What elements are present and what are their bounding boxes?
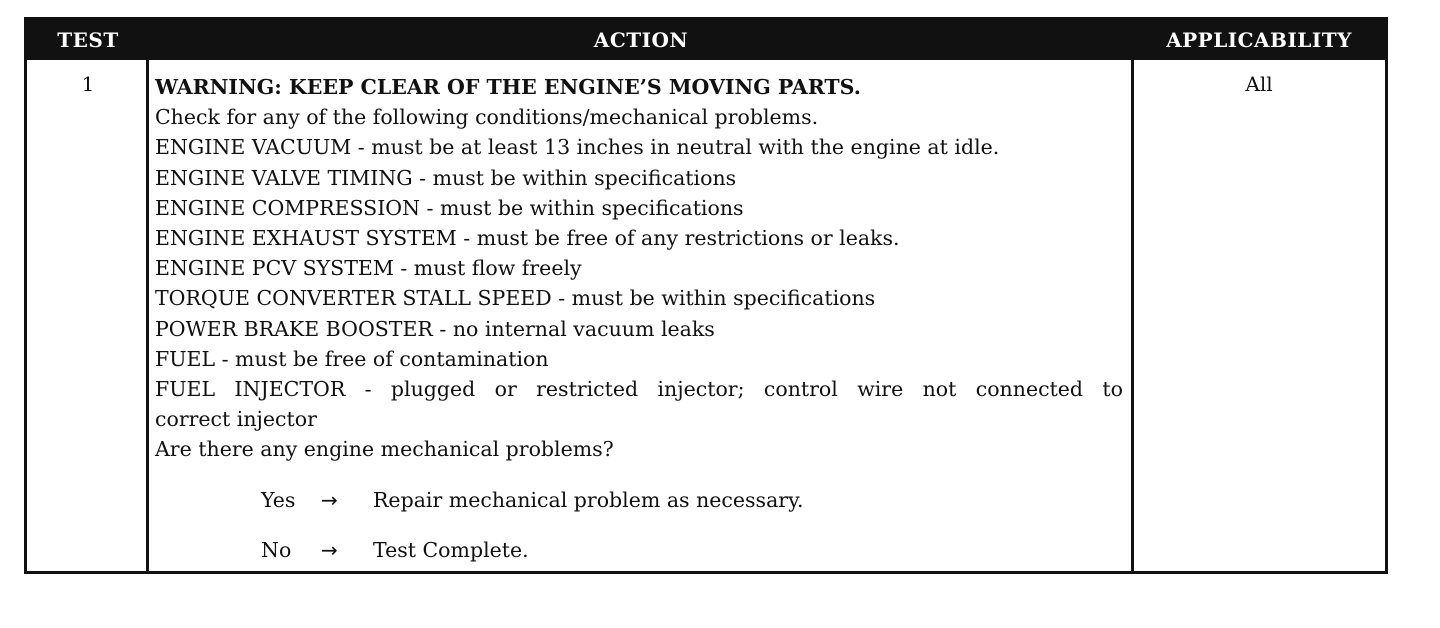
answer-no-label: No [261,537,292,562]
table-header-row [27,20,1385,60]
check-fuel-injector: FUEL INJECTOR - plugged or restricted injector; control wire not connected to [155,377,1123,402]
check-pcv-system: ENGINE PCV SYSTEM - must flow freely [155,256,582,281]
check-valve-timing: ENGINE VALVE TIMING - must be within specifications [155,165,737,190]
header-applicability: APPLICABILITY [1166,28,1352,52]
answer-yes-label: Yes [261,487,296,512]
arrow-right-icon: → [321,487,338,512]
check-brake-booster: POWER BRAKE BOOSTER - no internal vacuum leaks [155,316,715,341]
answer-yes-action: Repair mechanical problem as necessary. [373,487,804,512]
arrow-right-icon: → [321,537,338,562]
test-number-cell: 1 [81,72,95,96]
warning-text: WARNING: KEEP CLEAR OF THE ENGINE’S MOVING PARTS. [155,75,861,99]
check-compression: ENGINE COMPRESSION - must be within specifications [155,195,744,220]
question-text: Are there any engine mechanical problems? [155,437,614,462]
diagnostic-test-table [24,17,1388,574]
check-fuel: FUEL - must be free of contamination [155,346,549,371]
answer-no [261,535,1123,585]
column-divider-action [1131,60,1134,571]
header-test: TEST [57,28,119,52]
check-fuel-injector-continued: correct injector [155,407,317,432]
answer-list [261,485,1123,585]
check-exhaust-system: ENGINE EXHAUST SYSTEM - must be free of any restrictions or leaks. [155,226,900,251]
applicability-cell: All [1245,72,1273,96]
action-intro-line: Check for any of the following conditions/mechanical problems. [155,105,819,130]
header-action: ACTION [593,28,689,52]
column-divider-test [146,60,149,571]
action-cell [155,72,1123,585]
check-stall-speed: TORQUE CONVERTER STALL SPEED - must be within specifications [155,286,876,311]
answer-no-action: Test Complete. [373,537,529,562]
check-engine-vacuum: ENGINE VACUUM - must be at least 13 inches in neutral with the engine at idle. [155,135,1000,160]
answer-yes [261,485,1123,535]
